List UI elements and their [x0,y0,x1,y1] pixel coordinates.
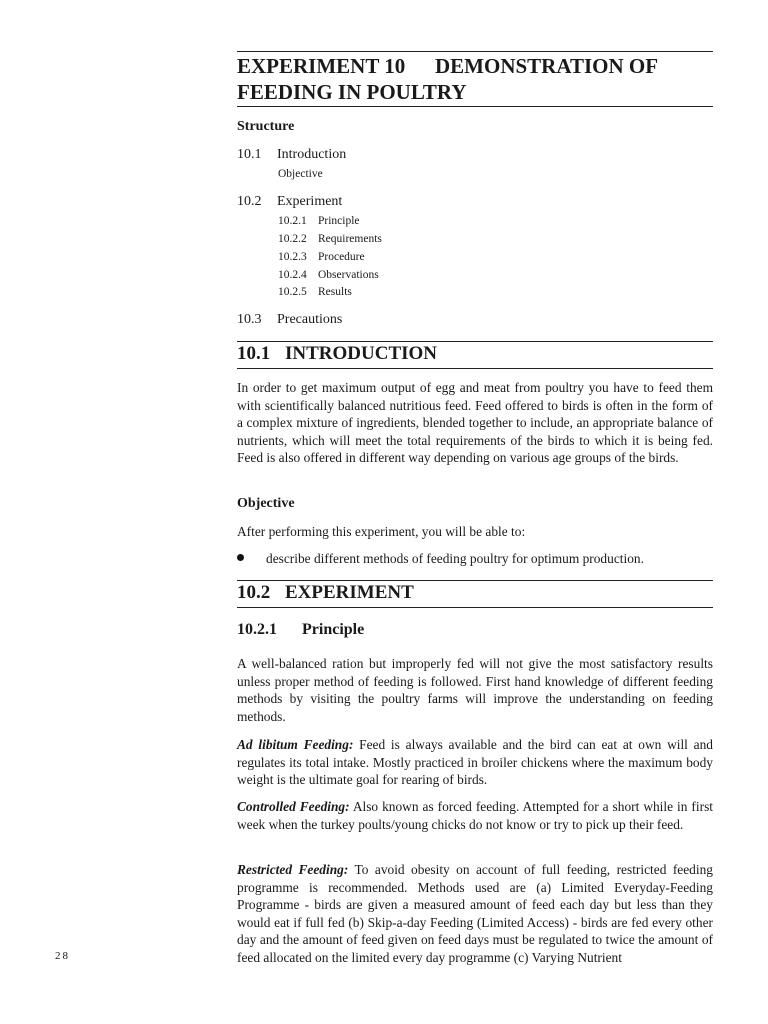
toc-sub-label: Requirements [318,233,382,245]
objective-bullet [237,551,644,567]
page-number: 28 [55,950,70,962]
toc-sub-label: Objective [278,168,323,180]
experiment-top-rule [237,580,713,581]
toc-sub-label: Observations [318,269,379,281]
section-number: 10.2 [237,582,271,603]
toc-sub-number: 10.2.3 [278,251,307,263]
restricted-paragraph [237,861,713,967]
toc-label: Precautions [277,312,343,327]
subsection-number: 10.2.1 [237,621,277,638]
title-line-2: FEEDING IN POULTRY [237,80,467,104]
objective-heading: Objective [237,496,295,511]
toc-number: 10.3 [237,312,262,327]
toc-number: 10.1 [237,147,262,162]
toc-sub-number: 10.2.4 [278,269,307,281]
controlled-paragraph [237,798,713,833]
objective-text: After performing this experiment, you will be able to: [237,524,526,539]
toc-subitem-observations [278,269,379,281]
toc-item-precautions [237,312,342,328]
toc-sub-number: 10.2.2 [278,233,307,245]
toc-subitem-objective [278,168,323,180]
toc-sub-number: 10.2.5 [278,286,307,298]
adlibitum-text: Feed is always available and the bird can eat at own will and regulates its total intake. Mostly practiced in broiler chickens where the maximum body weight is the ultimate goal for rearing of birds. [237,737,713,788]
toc-label: Introduction [277,147,347,162]
experiment-bottom-rule [237,607,713,608]
principle-paragraph: A well-balanced ration but improperly fed will not give the most satisfactory results unless proper method of feeding is followed. First hand knowledge of different feeding methods by visiting the poultry farms will improve the understanding on feeding methods. [237,656,713,724]
toc-subitem-principle [278,215,360,227]
experiment-label: EXPERIMENT 10 [237,54,406,78]
section-title: EXPERIMENT [285,582,414,603]
bullet-icon [237,554,244,561]
title-top-rule [237,51,713,52]
adlibitum-paragraph [237,736,713,789]
controlled-text: Also known as forced feeding. Attempted for a short while in first week when the turkey poults/young chicks do not know or try to pick up their feed. [237,799,713,832]
subsection-title: Principle [302,621,365,638]
experiment-heading [237,582,414,604]
toc-sub-number: 10.2.1 [278,215,307,227]
restricted-text: To avoid obesity on account of full feeding, restricted feeding programme is recommended. Methods used are (a) Limited Everyday-Feeding Programme - birds are given a measured amount of feed each day but less than they would eat if full fed (b) Skip-a-day Feeding (Limited Access) - birds are fed every other day and the amount of feed given on feed days must be regulated to twice the amount of feed allocated on the limited every day programme (c) Varying Nutrient [237,862,713,965]
toc-subitem-requirements [278,233,382,245]
section-number: 10.1 [237,343,271,364]
restricted-lead: Restricted Feeding: [237,862,349,877]
title-bottom-rule [237,106,713,107]
toc-sub-label: Results [318,286,352,298]
toc-number: 10.2 [237,194,262,209]
toc-item-introduction [237,147,346,163]
toc-subitem-results [278,286,352,298]
title-line-1: DEMONSTRATION OF [435,54,659,78]
toc-sub-label: Principle [318,215,360,227]
toc-subitem-procedure [278,251,365,263]
controlled-lead: Controlled Feeding: [237,799,350,814]
toc-item-experiment [237,194,342,210]
toc-sub-label: Procedure [318,251,365,263]
intro-top-rule [237,341,713,342]
introduction-paragraph: In order to get maximum output of egg and meat from poultry you have to feed them with scientifically balanced nutritious feed. Feed offered to birds is often in the form of a complex mixture of ingredients, blended together to include, an appropriate balance of nutrients, which will meet the total requirements of the birds to which it is being fed. Feed is also offered in different way depending on various age groups of the birds. [237,380,713,466]
section-title: INTRODUCTION [285,343,438,364]
experiment-title [237,53,713,105]
adlibitum-lead: Ad libitum Feeding: [237,737,354,752]
intro-bottom-rule [237,368,713,369]
toc-label: Experiment [277,194,343,209]
structure-heading: Structure [237,119,295,134]
introduction-heading [237,343,437,365]
principle-heading [237,621,364,639]
bullet-text: describe different methods of feeding poultry for optimum production. [266,551,644,566]
